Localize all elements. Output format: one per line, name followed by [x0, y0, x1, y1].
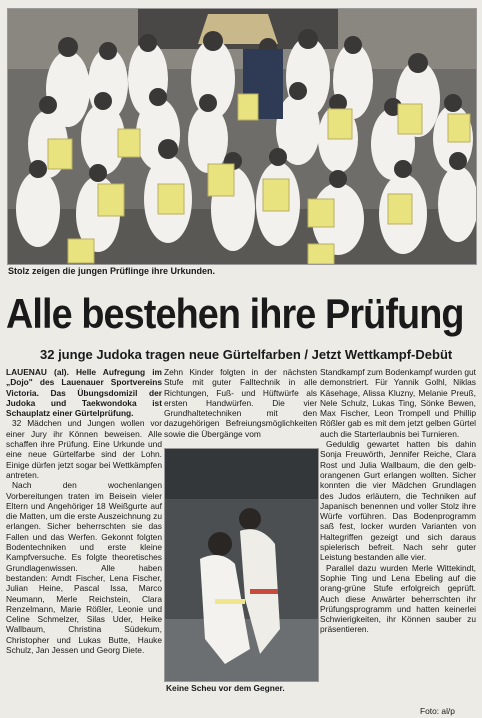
photo-credit: Foto: al/p [420, 706, 455, 716]
article-paragraph: Parallel dazu wurden Merle Wittekindt, Sophie Ting und Lena Ebeling auf die orang-grüne Stufe erfolgreich geprüft. Auch diese Anwärter beherrschten ihr Prüfungsprogramm und hatten keinerlei Schwierigkeiten, ihr Können sauber zu präsentieren. [320, 562, 476, 635]
article-paragraph: 32 Mädchen und Jungen wollen vor einer Jury ihr Können beweisen. Alle schaffen ihre Prüfung. Eine Urkunde und eine neue Gürtelfarbe sind der Lohn. Einige dürfen jetzt sogar bei Wettkämpfen antreten. [6, 418, 162, 480]
photo-caption: Stolz zeigen die jungen Prüflinge ihre Urkunden. [8, 266, 216, 276]
article-column-1 [6, 367, 162, 655]
article-lead: LAUENAU (al). Helle Aufregung im „Dojo" des Lauenauer Sportvereins Victoria. Das Übungsdomizil der Judoka und Taekwondoka ist Schauplatz einer Gürtelprüfung. [6, 367, 162, 419]
group-photo-illustration [8, 9, 476, 264]
article-paragraph: Geduldig gewartet hatten bis dahin Sonja Freuwörth, Jennifer Reiche, Clara Rost und Julia Wallbaum, die den gelb-orangenen Gurt erlangen wollten. Sicher konnten die vier Mädchen Grundlagen des Judos erläutern, die Techniken auf Japanisch benennen und voller Stolz ihre Würfe vorführen. Das Bodenprogramm saß fest, locker wurden Varianten von Haltegriffen gezeigt und sich daraus spielerisch befreit. Nach sehr guter Leistung bestanden alle vier. [320, 439, 476, 563]
article-paragraph: Standkampf zum Bodenkampf wurden gut demonstriert. Für Yannik Golhl, Niklas Käsehage, Alissa Kluzny, Melanie Preuß, Nele Schulz, Lukas Ting, Sönke Bewen, Max Fischer, Leon Trompell und Phillip Rößler gab es mit dem jetzt gelben Gürtel auch die Starterlaubnis bei Turnieren. [320, 367, 476, 439]
article-column-3 [320, 367, 476, 635]
article-column-2 [164, 367, 317, 439]
subheadline: 32 junge Judoka tragen neue Gürtelfarben / Jetzt Wettkampf-Debüt [40, 347, 453, 362]
headline: Alle bestehen ihre Prüfung [6, 290, 464, 337]
photo-caption: Keine Scheu vor dem Gegner. [166, 683, 285, 693]
judo-photo [164, 448, 319, 682]
article-paragraph: Zehn Kinder folgten in der nächsten Stufe mit guter Falltechnik in alle Richtungen, Fuß- und Hüftwürfe als ersten Handwürfen. Die vier Grundhaltetechniken mit den dazugehörigen Befreiungsmöglichkeiten sowie die Übergänge vom [164, 367, 317, 439]
judo-photo-illustration [165, 449, 318, 681]
article-paragraph: Nach den wochenlangen Vorbereitungen traten im Beisein vieler Eltern und Angehöriger 18 Weißgurte auf die Matten, um die erste Auszeichnung zu erlangen. Sicher beherrschten sie das Fallen und das Werfen. Gekonnt folgten Bodentechniken und erste kleine Kampfversuche. Es folgte theoretisches Grundlagenwissen. Alle haben bestanden: Arndt Fischer, Lena Fischer, Julian Heine, Pascal Issa, Marco Neumann, Merle Reichstein, Clara Renzelmann, Marie Rößler, Leonie und Celine Schmelzer, Silas Uder, Heike Wallbaum, Christina Südekum, Christopher und Lukas Butte, Hauke Schulz, Jan Jessen und Georg Diete. [6, 480, 162, 656]
group-photo [7, 8, 477, 265]
